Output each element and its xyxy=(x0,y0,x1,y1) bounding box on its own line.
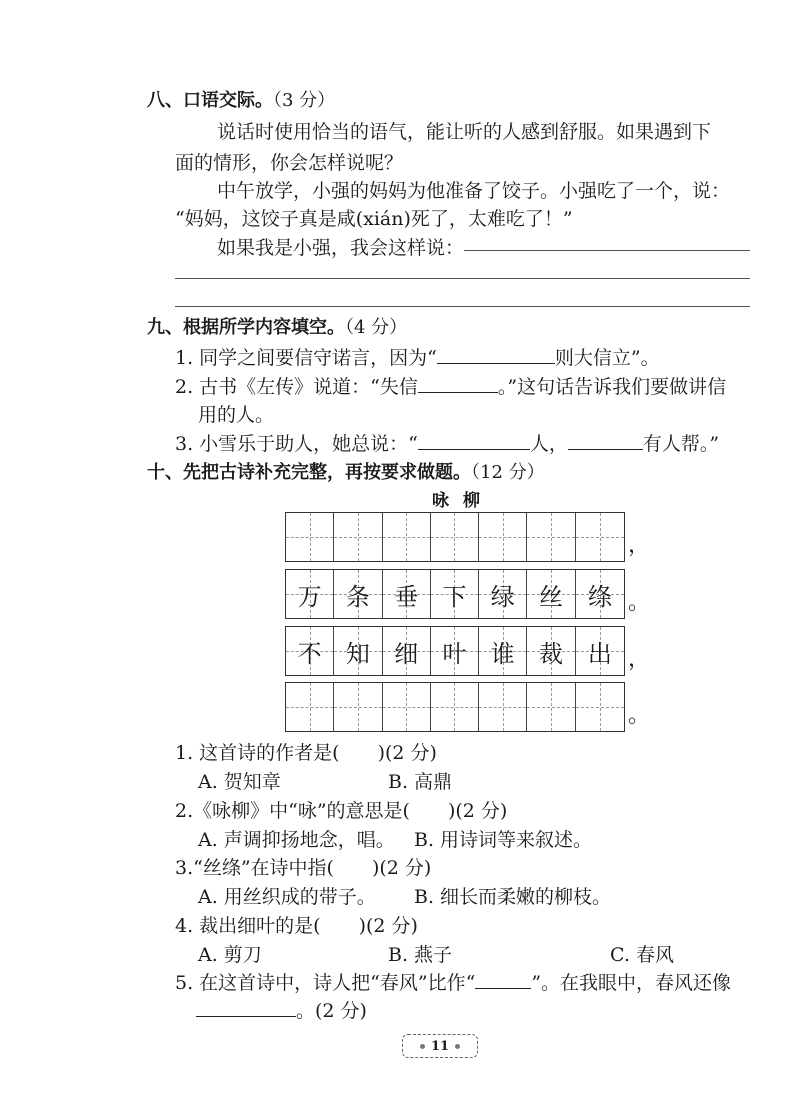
section-8-para2-line2: “妈妈，这饺子真是咸(xián)死了，太难吃了！” xyxy=(175,208,573,230)
q2-blank[interactable] xyxy=(418,375,498,393)
poem-q3: 3.“丝绦”在诗中指( )(2 分) xyxy=(175,857,432,879)
section-8-heading: 八、口语交际。（3 分） xyxy=(147,90,336,111)
answer-line-1[interactable] xyxy=(464,250,750,251)
answer-line-3[interactable] xyxy=(175,306,750,307)
poem-q1-option-a[interactable]: A. 贺知章 xyxy=(198,771,281,793)
poem-row-2-punct: 。 xyxy=(628,590,651,615)
page-number: 11 xyxy=(402,1034,478,1058)
poem-row-3-punct: ， xyxy=(628,647,651,672)
section-9-q2: 2. 古书《左传》说道：“失信 。”这句话告诉我们要做讲信 xyxy=(175,376,727,398)
q5-blank-2[interactable] xyxy=(196,999,296,1017)
poem-title: 咏柳 xyxy=(432,491,494,511)
poem-row-3: 不 知 细 叶 谁 裁 出 xyxy=(285,626,625,676)
dot-left-icon xyxy=(420,1044,425,1049)
poem-q2-option-a[interactable]: A. 声调抑扬地念，唱。 xyxy=(198,829,395,851)
section-8-para2-line1: 中午放学，小强的妈妈为他准备了饺子。小强吃了一个，说： xyxy=(217,180,731,202)
poem-q1: 1. 这首诗的作者是( )(2 分) xyxy=(175,742,437,764)
poem-q5-line2: 。(2 分) xyxy=(196,996,367,1023)
dot-right-icon xyxy=(455,1044,460,1049)
poem-q4: 4. 裁出细叶的是( )(2 分) xyxy=(175,915,418,937)
section-8-para1-line2: 面的情形，你会怎样说呢？ xyxy=(175,152,404,174)
poem-q2-option-b[interactable]: B. 用诗词等来叙述。 xyxy=(414,829,593,851)
q3-blank-1[interactable] xyxy=(418,432,530,450)
poem-row-4[interactable] xyxy=(285,682,625,732)
section-9-q3: 3. 小雪乐于助人，她总说：“ 人， 有人帮。” xyxy=(175,433,720,455)
poem-q3-option-b[interactable]: B. 细长而柔嫩的柳枝。 xyxy=(414,886,612,908)
poem-q4-option-a[interactable]: A. 剪刀 xyxy=(198,944,262,966)
poem-q4-option-b[interactable]: B. 燕子 xyxy=(388,944,453,966)
answer-line-2[interactable] xyxy=(175,278,750,279)
poem-row-2: 万 条 垂 下 绿 丝 绦 xyxy=(285,569,625,619)
q1-blank[interactable] xyxy=(437,346,555,364)
section-9-q2-line2: 用的人。 xyxy=(198,404,275,426)
poem-row-1-punct: ， xyxy=(628,533,651,558)
section-8-prompt: 如果我是小强，我会这样说： xyxy=(217,237,465,259)
q3-blank-2[interactable] xyxy=(568,432,643,450)
poem-q5: 5. 在这首诗中，诗人把“春风”比作“ ”。在我眼中，春风还像 xyxy=(175,972,732,994)
section-10-heading: 十、先把古诗补充完整，再按要求做题。（12 分） xyxy=(147,462,545,483)
poem-row-4-punct: 。 xyxy=(628,703,651,728)
poem-q2: 2.《咏柳》中“咏”的意思是( )(2 分) xyxy=(175,800,508,822)
poem-q3-option-a[interactable]: A. 用丝织成的带子。 xyxy=(198,886,376,908)
section-9-heading: 九、根据所学内容填空。（4 分） xyxy=(147,317,408,338)
q5-blank-1[interactable] xyxy=(475,971,531,989)
section-8-para1-line1: 说话时使用恰当的语气，能让听的人感到舒服。如果遇到下 xyxy=(217,121,712,143)
section-9-q1: 1. 同学之间要信守诺言，因为“ 则大信立”。 xyxy=(175,347,660,369)
poem-q1-option-b[interactable]: B. 高鼎 xyxy=(388,771,453,793)
poem-q4-option-c[interactable]: C. 春风 xyxy=(610,944,674,966)
poem-row-1[interactable] xyxy=(285,512,625,562)
